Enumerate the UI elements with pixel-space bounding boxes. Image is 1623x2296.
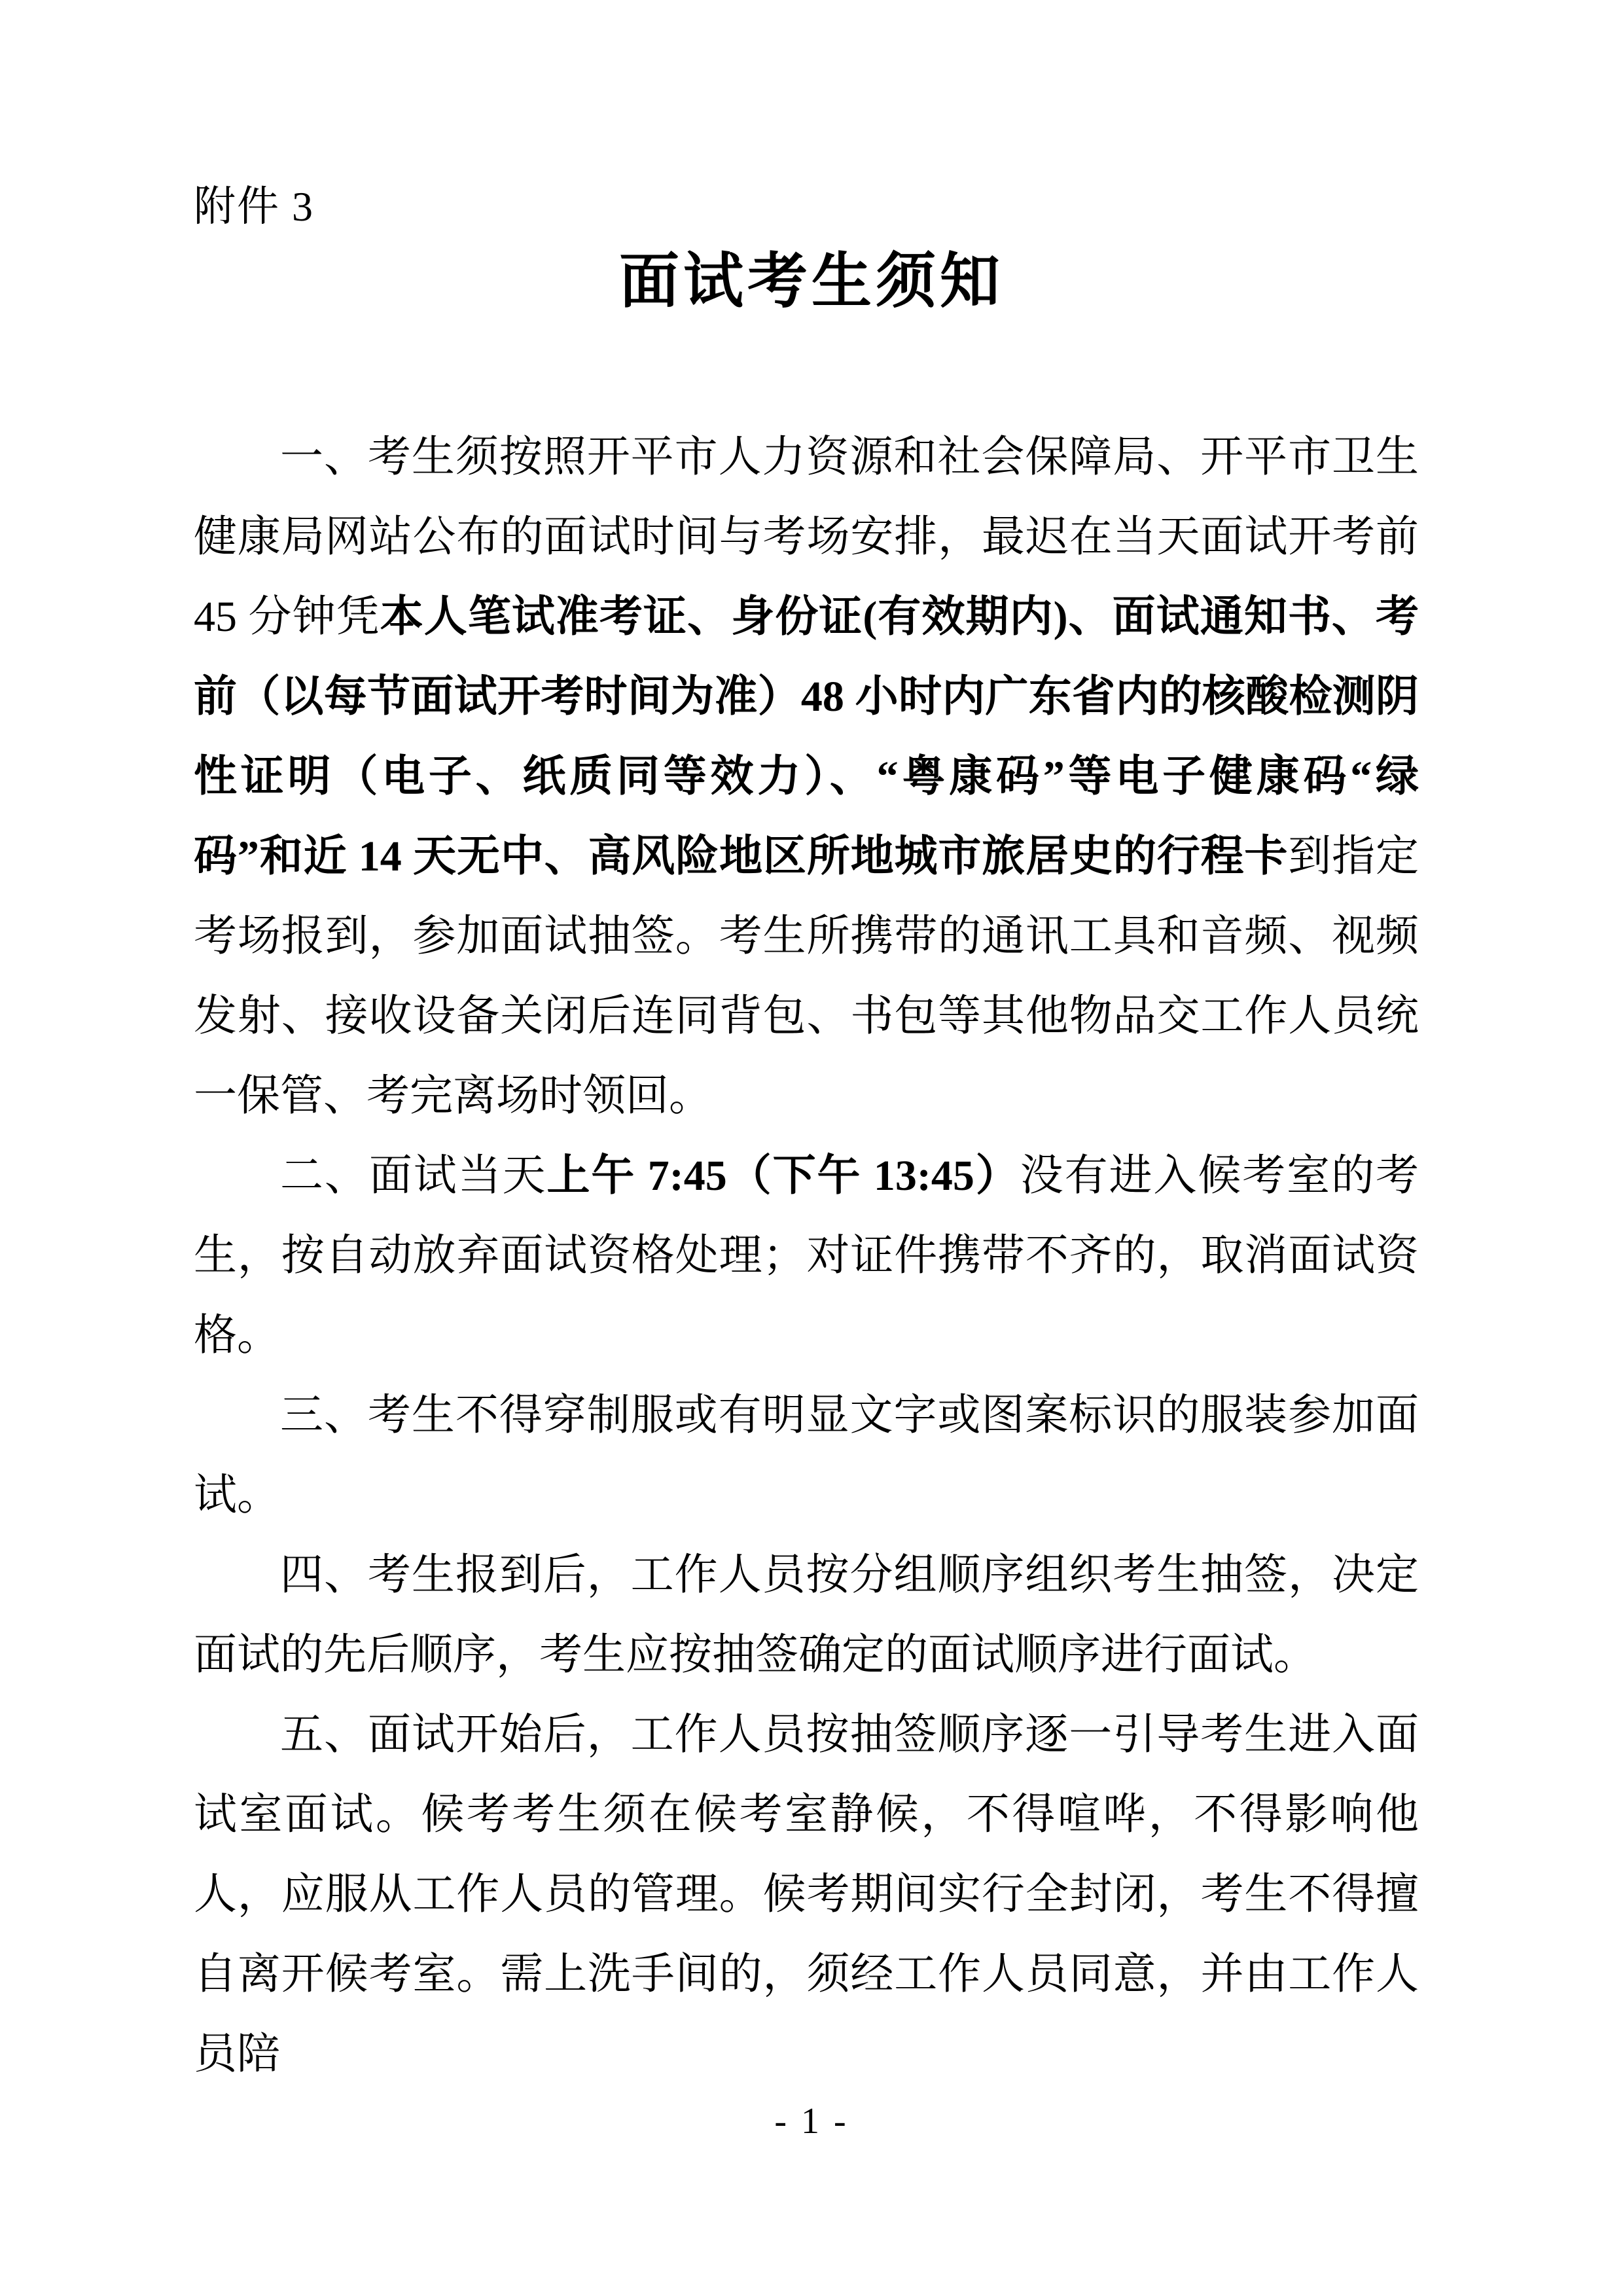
paragraph [194, 418, 1419, 1136]
text-segment: 四、考生报到后，工作人员按分组顺序组织考生抽签，决定面试的先后顺序，考生应按抽签确定的面试顺序进行面试。 [194, 1551, 1419, 1679]
text-segment: 五、面试开始后，工作人员按抽签顺序逐一引导考生进入面试室面试。候考考生须在候考室静候，不得喧哗，不得影响他人，应服从工作人员的管理。候考期间实行全封闭，考生不得擅自离开候考室。需上洗手间的，须经工作人员同意，并由工作人员陪 [194, 1711, 1419, 2078]
page-number: - 1 - [774, 2101, 849, 2142]
paragraph [194, 1136, 1419, 1376]
text-segment: 没有进入候考室的考生，按自动放弃面试资格处理；对证件携带不齐的，取消面试资格。 [194, 1152, 1419, 1359]
paragraph [194, 1535, 1419, 1695]
text-segment: 二、面试当天 [280, 1152, 547, 1200]
paragraph [194, 1376, 1419, 1535]
paragraph [194, 1695, 1419, 2094]
emphasized-text-segment: 本人笔试准考证、身份证(有效期内)、面试通知书、考前（以每节面试开考时间为准）48 小时内广东省内的核酸检测阴性证明（电子、纸质同等效力）、“粤康码”等电子健康码“绿码”和近 14 天无中、高风险地区所地城市旅居史的行程卡 [194, 593, 1419, 880]
text-segment: 到指定考场报到，参加面试抽签。考生所携带的通讯工具和音频、视频发射、接收设备关闭后连同背包、书包等其他物品交工作人员统一保管、考完离场时领回。 [194, 833, 1419, 1120]
text-segment: 一、考生须按照开平市人力资源和社会保障局、开平市卫生健康局网站公布的面试时间与考场安排，最迟在当天面试开考前 45 分钟凭 [194, 433, 1419, 641]
document-body [194, 418, 1419, 2094]
emphasized-text-segment: 上午 7:45（下午 13:45） [546, 1152, 1020, 1200]
page-title: 面试考生须知 [618, 248, 1004, 315]
text-segment: 三、考生不得穿制服或有明显文字或图案标识的服装参加面试。 [194, 1391, 1419, 1519]
attachment-label: 附件 3 [194, 183, 314, 230]
